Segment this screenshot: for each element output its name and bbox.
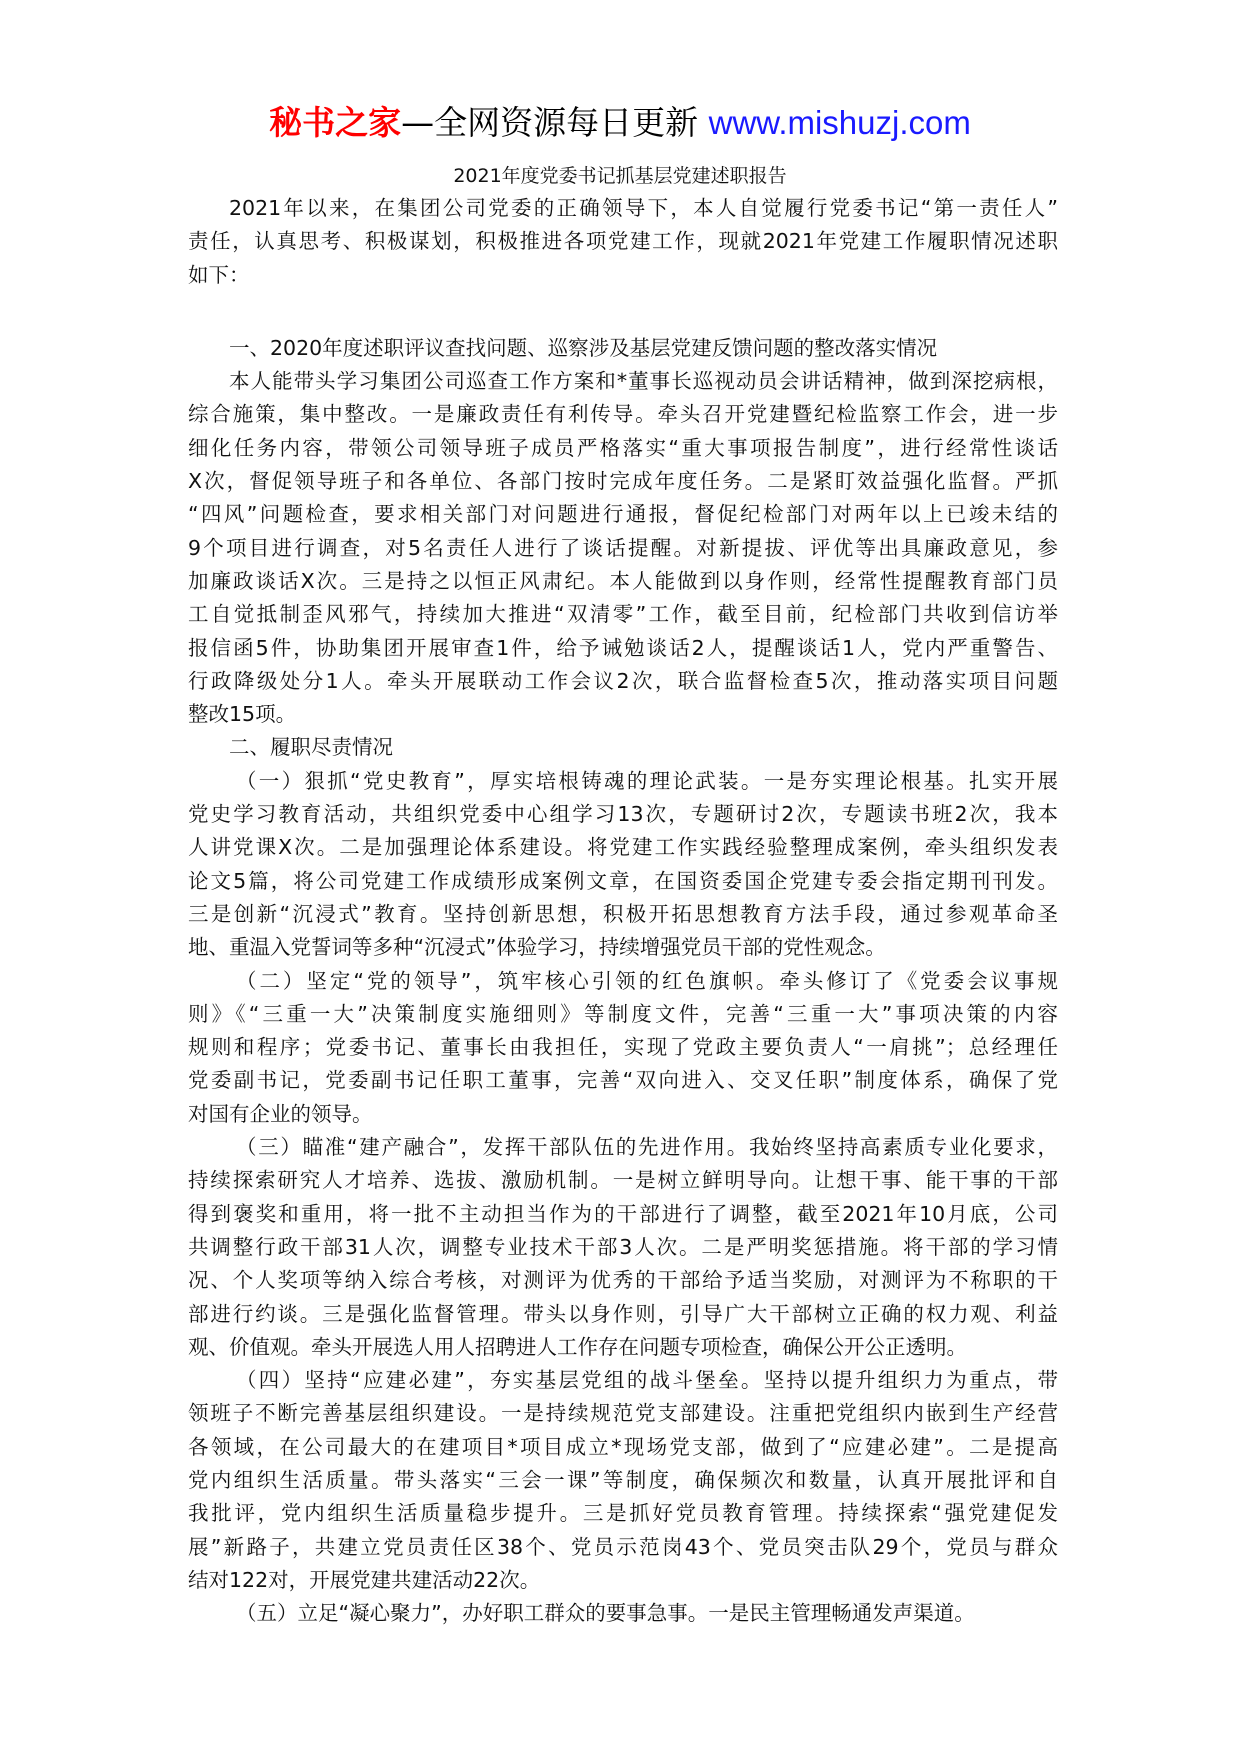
text-line: 共调整行政干部31人次，调整专业技术干部3人次。二是严明奖惩措施。将干部的学习情 xyxy=(188,1234,1058,1259)
text-line: 论文5篇，将公司党建工作成绩形成案例文章，在国资委国企党建专委会指定期刊刊发。 xyxy=(188,868,1058,893)
text-line: 整改15项。 xyxy=(188,702,297,727)
site-banner xyxy=(0,100,1240,146)
text-line: X次，督促领导班子和各单位、各部门按时完成年度任务。二是紧盯效益强化监督。严抓 xyxy=(188,469,1058,494)
section-2-part-2 xyxy=(188,965,1058,1131)
text-line: （四）坚持“应建必建”，夯实基层党组的战斗堡垒。坚持以提升组织力为重点，带 xyxy=(236,1368,1058,1393)
document-body xyxy=(188,192,1058,1630)
paragraph-gap xyxy=(188,292,1058,332)
section-2-part-4 xyxy=(188,1364,1058,1597)
site-url: www.mishuzj.com xyxy=(708,104,971,141)
text-line: 工自觉抵制歪风邪气，持续加大推进“双清零”工作，截至目前，纪检部门共收到信访举 xyxy=(188,602,1058,627)
section-heading-1: 一、2020年度述职评议查找问题、巡察涉及基层党建反馈问题的整改落实情况 xyxy=(229,335,938,360)
text-line: （一）狠抓“党史教育”，厚实培根铸魂的理论武装。一是夯实理论根基。扎实开展 xyxy=(236,768,1058,793)
text-line: （五）立足“凝心聚力”，办好职工群众的要事急事。一是民主管理畅通发声渠道。 xyxy=(236,1601,975,1626)
text-line: “四风”问题检查，要求相关部门对问题进行通报，督促纪检部门对两年以上已竣未结的 xyxy=(188,502,1058,527)
text-line: 部进行约谈。三是强化监督管理。带头以身作则，引导广大干部树立正确的权力观、利益 xyxy=(188,1301,1058,1326)
text-line: 9个项目进行调查，对5名责任人进行了谈话提醒。对新提拔、评优等出具廉政意见，参 xyxy=(188,535,1058,560)
text-line: 党内组织生活质量。带头落实“三会一课”等制度，确保频次和数量，认真开展批评和自 xyxy=(188,1467,1058,1492)
text-line: 如下： xyxy=(188,262,250,287)
text-line: 党委副书记，党委副书记任职工董事，完善“双向进入、交叉任职”制度体系，确保了党 xyxy=(188,1068,1058,1093)
section-heading-2: 二、履职尽责情况 xyxy=(229,735,393,760)
text-line: 观、价值观。牵头开展选人用人招聘进人工作存在问题专项检查，确保公开公正透明。 xyxy=(188,1334,967,1359)
text-line: （二）坚定“党的领导”，筑牢核心引领的红色旗帜。牵头修订了《党委会议事规 xyxy=(236,968,1058,993)
text-line: 人讲党课X次。二是加强理论体系建设。将党建工作实践经验整理成案例，牵头组织发表 xyxy=(188,835,1058,860)
banner-tagline: —全网资源每日更新 xyxy=(401,103,709,142)
text-line: 各领域，在公司最大的在建项目*项目成立*现场党支部，做到了“应建必建”。二是提高 xyxy=(188,1434,1058,1459)
text-line: 我批评，党内组织生活质量稳步提升。三是抓好党员教育管理。持续探索“强党建促发 xyxy=(188,1501,1058,1526)
text-line: 则》《“三重一大”决策制度实施细则》等制度文件，完善“三重一大”事项决策的内容 xyxy=(188,1001,1058,1026)
text-line: 细化任务内容，带领公司领导班子成员严格落实“重大事项报告制度”，进行经常性谈话 xyxy=(188,435,1058,460)
brand-name: 秘书之家 xyxy=(269,103,402,142)
text-line: 行政降级处分1人。牵头开展联动工作会议2次，联合监督检查5次，推动落实项目问题 xyxy=(188,668,1058,693)
section-2-part-1 xyxy=(188,765,1058,965)
text-line: 对国有企业的领导。 xyxy=(188,1101,373,1126)
text-line: 持续探索研究人才培养、选拔、激励机制。一是树立鲜明导向。让想干事、能干事的干部 xyxy=(188,1168,1058,1193)
text-line: （三）瞄准“建产融合”，发挥干部队伍的先进作用。我始终坚持高素质专业化要求， xyxy=(236,1135,1058,1160)
document-title: 2021年度党委书记抓基层党建述职报告 xyxy=(453,165,787,187)
text-line: 地、重温入党誓词等多种“沉浸式”体验学习，持续增强党员干部的党性观念。 xyxy=(188,935,886,960)
section-1-paragraph xyxy=(188,365,1058,731)
intro-paragraph xyxy=(188,192,1058,292)
text-line: 三是创新“沉浸式”教育。坚持创新思想，积极开拓思想教育方法手段，通过参观革命圣 xyxy=(188,901,1058,926)
text-line: 规则和程序；党委书记、董事长由我担任，实现了党政主要负责人“一肩挑”；总经理任 xyxy=(188,1035,1058,1060)
text-line: 况、个人奖项等纳入综合考核，对测评为优秀的干部给予适当奖励，对测评为不称职的干 xyxy=(188,1268,1058,1293)
text-line: 结对122对，开展党建共建活动22次。 xyxy=(188,1567,541,1592)
text-line: 报信函5件，协助集团开展审查1件，给予诫勉谈话2人，提醒谈话1人，党内严重警告、 xyxy=(188,635,1058,660)
text-line: 领班子不断完善基层组织建设。一是持续规范党支部建设。注重把党组织内嵌到生产经营 xyxy=(188,1401,1058,1426)
section-2-part-3 xyxy=(188,1131,1058,1364)
text-line: 加廉政谈话X次。三是持之以恒正风肃纪。本人能做到以身作则，经常性提醒教育部门员 xyxy=(188,568,1058,593)
text-line: 2021年以来，在集团公司党委的正确领导下，本人自觉履行党委书记“第一责任人” xyxy=(229,196,1058,220)
section-2-part-5 xyxy=(188,1597,1058,1630)
text-line: 得到褒奖和重用，将一批不主动担当作为的干部进行了调整，截至2021年10月底，公司 xyxy=(188,1201,1058,1226)
text-line: 综合施策，集中整改。一是廉政责任有利传导。牵头召开党建暨纪检监察工作会，进一步 xyxy=(188,402,1058,427)
text-line: 责任，认真思考、积极谋划，积极推进各项党建工作，现就2021年党建工作履职情况述职 xyxy=(188,229,1058,254)
text-line: 本人能带头学习集团公司巡查工作方案和*董事长巡视动员会讲话精神，做到深挖病根， xyxy=(229,369,1058,394)
text-line: 党史学习教育活动，共组织党委中心组学习13次，专题研讨2次，专题读书班2次，我本 xyxy=(188,802,1058,827)
text-line: 展”新路子，共建立党员责任区38个、党员示范岗43个、党员突击队29个，党员与群众 xyxy=(188,1534,1058,1559)
